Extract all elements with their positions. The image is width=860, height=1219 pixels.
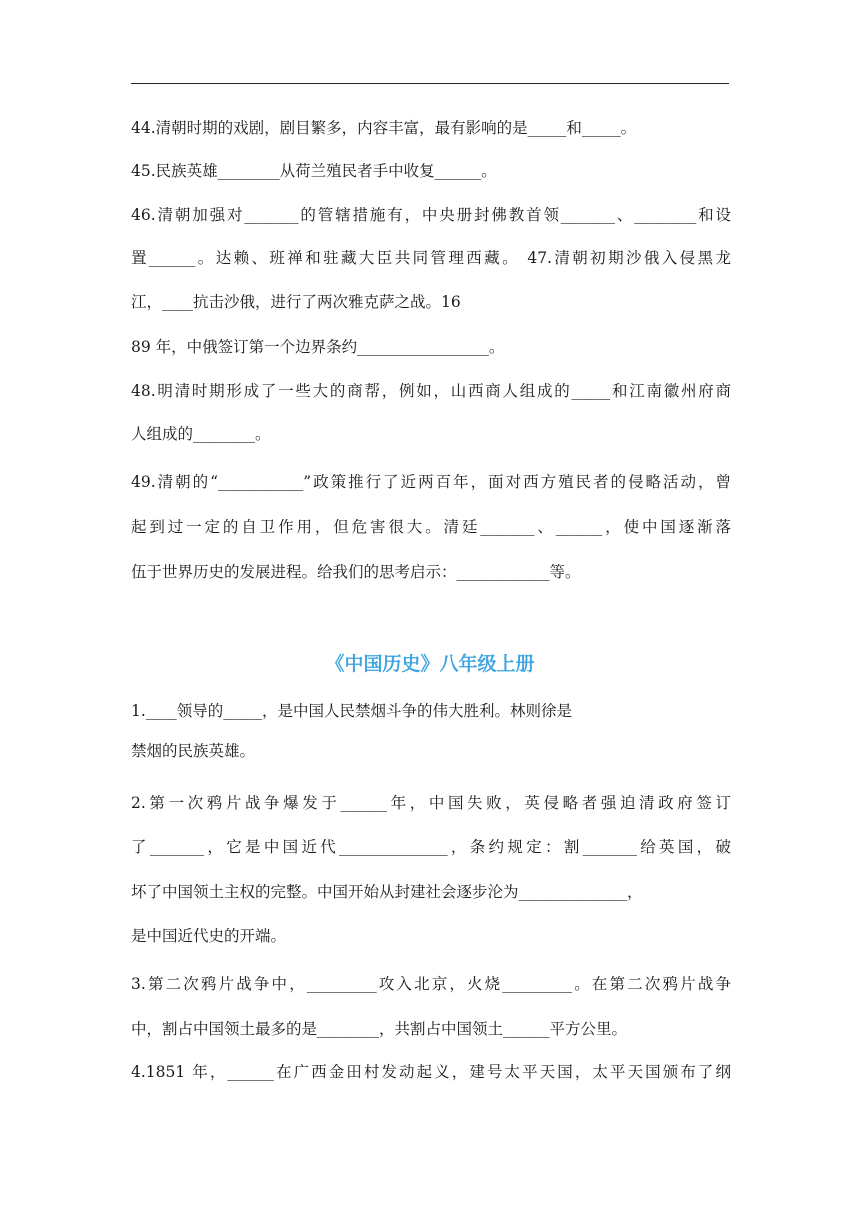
s1-question-4-line-1: 4.1851 年，______在广西金田村发动起义，建号太平天国，太平天国颁布了纲 <box>131 1063 731 1081</box>
s1-question-3-line-2: 中，割占中国领土最多的是________，共割占中国领土______平方公里。 <box>131 1020 628 1038</box>
question-44: 44.清朝时期的戏剧，剧目繁多，内容丰富，最有影响的是_____和_____。 <box>131 119 637 137</box>
question-48-line-1: 48.明清时期形成了一些大的商帮，例如，山西商人组成的_____和江南徽州府商 <box>131 382 731 400</box>
s1-question-2-line-2: 了_______，它是中国近代______________，条约规定：割_______给英国，破 <box>131 838 731 856</box>
question-46-line-1: 46.清朝加强对_______的管辖措施有，中央册封佛教首领_______、________和设 <box>131 206 731 224</box>
s1-question-2-line-3: 坏了中国领土主权的完整。中国开始从封建社会逐步沦为______________， <box>131 883 643 901</box>
s1-question-2-line-4: 是中国近代史的开端。 <box>131 927 287 945</box>
s1-question-1-line-1: 1.____领导的_____，是中国人民禁烟斗争的伟大胜利。林则徐是 <box>131 702 573 720</box>
header-rule <box>131 83 729 84</box>
question-49-line-3: 伍于世界历史的发展进程。给我们的思考启示：____________等。 <box>131 563 581 581</box>
question-45: 45.民族英雄________从荷兰殖民者手中收复______。 <box>131 162 497 180</box>
question-47-line-1: 江，____抗击沙俄，进行了两次雅克萨之战。16 <box>131 293 461 311</box>
question-49-line-1: 49.清朝的“___________”政策推行了近两百年，面对西方殖民者的侵略活动，曾 <box>131 473 731 491</box>
question-49-line-2: 起到过一定的自卫作用，但危害很大。清廷_______、______，使中国逐渐落 <box>131 518 731 536</box>
s1-question-2-line-1: 2.第一次鸦片战争爆发于______年，中国失败，英侵略者强迫清政府签订 <box>131 794 731 812</box>
s1-question-1-line-2: 禁烟的民族英雄。 <box>131 742 256 760</box>
section-title: 《中国历史》八年级上册 <box>325 653 535 675</box>
question-48-line-2: 人组成的________。 <box>131 425 271 443</box>
question-47-line-2: 89 年，中俄签订第一个边界条约_________________。 <box>131 338 505 356</box>
s1-question-3-line-1: 3.第二次鸦片战争中，_________攻入北京，火烧_________。在第二次鸦片战争 <box>131 975 731 993</box>
question-46-line-2: 置______。达赖、班禅和驻藏大臣共同管理西藏。 47.清朝初期沙俄入侵黑龙 <box>131 249 731 267</box>
